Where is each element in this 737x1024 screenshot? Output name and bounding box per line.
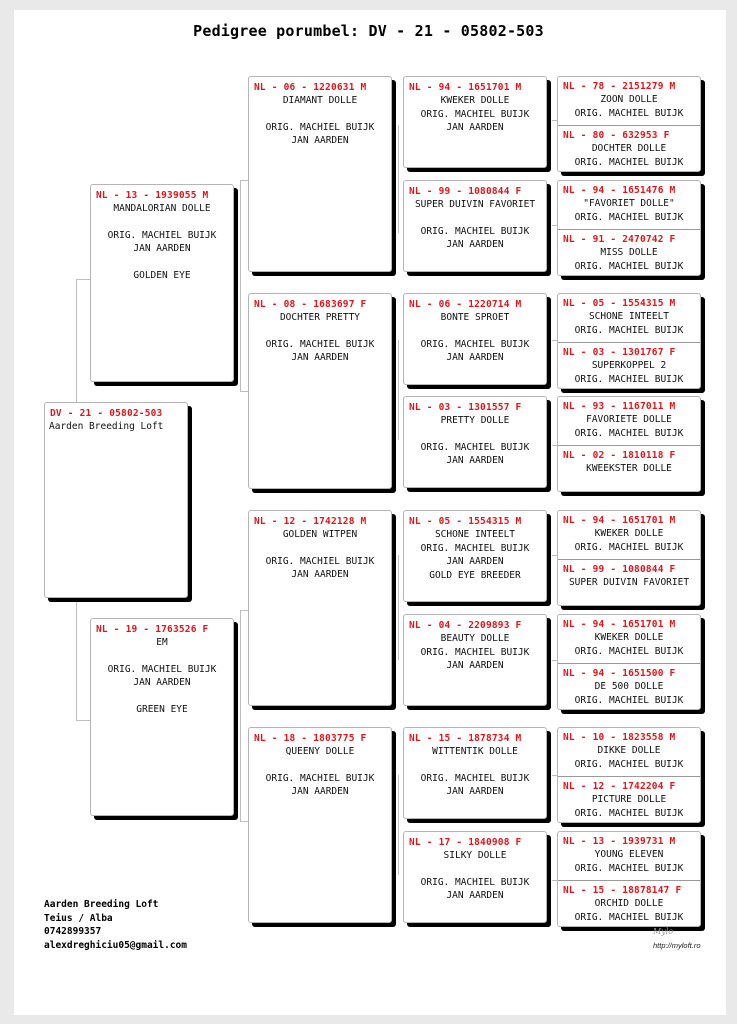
ring-number: NL - 08 - 1683697 F (254, 299, 367, 310)
bird-detail: ORIG. MACHIEL BUIJK (574, 324, 684, 336)
grandparent-card[interactable] (248, 76, 392, 272)
bird-detail: DIKKE DOLLE (597, 745, 661, 756)
ring-number: NL - 04 - 2209893 F (409, 620, 522, 631)
bird-detail: DOCHTER PRETTY (279, 312, 361, 323)
ring-number: NL - 06 - 1220631 M (254, 82, 367, 93)
spacer (249, 759, 391, 772)
breeder-contact (44, 898, 187, 952)
ancestor-cell[interactable] (558, 880, 700, 927)
bird-detail: SUPERKOPPEL 2 (591, 360, 667, 371)
spacer (91, 216, 233, 229)
great-grandparent-card[interactable] (403, 727, 547, 819)
ring-number: NL - 80 - 632953 F (563, 130, 670, 141)
ring-number: NL - 94 - 1651500 F (563, 668, 676, 679)
ring-number: NL - 17 - 1840908 F (409, 837, 522, 848)
bird-detail: SILKY DOLLE (443, 850, 507, 861)
ancestor-cell[interactable] (558, 294, 700, 342)
great-grandparent-card[interactable] (403, 180, 547, 272)
contact-email[interactable]: alexdreghiciu05@gmail.com (44, 939, 187, 951)
bird-detail: WITTENTIK DOLLE (432, 746, 518, 757)
footer-link[interactable]: http://myloft.ro (653, 941, 701, 950)
spacer (404, 325, 546, 338)
spacer (91, 256, 233, 269)
ring-number: NL - 13 - 1939731 M (563, 836, 676, 847)
ancestor-cell[interactable] (558, 559, 700, 606)
ring-number: NL - 94 - 1651701 M (409, 82, 522, 93)
bird-detail: GOLDEN EYE (133, 269, 191, 281)
bird-detail: JAN AARDEN (446, 556, 504, 567)
bird-detail: ZOON DOLLE (600, 94, 658, 105)
ring-number: NL - 15 - 1878734 M (409, 733, 522, 744)
grandparent-card[interactable] (248, 293, 392, 489)
bird-detail: QUEENY DOLLE (285, 746, 355, 757)
bird-detail: KWEKER DOLLE (594, 528, 664, 539)
ring-number: NL - 13 - 1939055 M (96, 190, 209, 201)
great-grandparent-card[interactable] (403, 510, 547, 602)
bird-detail: JAN AARDEN (446, 660, 504, 671)
bird-detail: JAN AARDEN (291, 786, 349, 797)
bird-detail: FAVORIETE DOLLE (586, 414, 672, 425)
bird-detail: ORIG. MACHIEL BUIJK (574, 911, 684, 923)
spacer (91, 650, 233, 663)
ancestor-cell[interactable] (558, 181, 700, 229)
bird-detail: ORIG. MACHIEL BUIJK (574, 758, 684, 770)
bird-detail: PICTURE DOLLE (591, 794, 667, 805)
ring-number: NL - 12 - 1742128 M (254, 516, 367, 527)
bird-detail: ORIG. MACHIEL BUIJK (574, 156, 684, 168)
grandparent-card[interactable] (248, 510, 392, 706)
spacer (249, 542, 391, 555)
ancestor-cell[interactable] (558, 511, 700, 559)
ancestor-pair (557, 180, 701, 276)
bird-detail: JAN AARDEN (446, 786, 504, 797)
bird-detail: ORIG. MACHIEL BUIJK (420, 108, 530, 120)
ancestor-cell[interactable] (558, 728, 700, 776)
bird-detail: SCHONE INTEELT (588, 311, 670, 322)
bird-detail: GREEN EYE (136, 703, 188, 715)
ancestor-cell[interactable] (558, 615, 700, 663)
bird-detail: JAN AARDEN (291, 569, 349, 580)
bird-detail: ORIG. MACHIEL BUIJK (265, 338, 375, 350)
bird-detail: ORIG. MACHIEL BUIJK (420, 338, 530, 350)
ancestor-pair (557, 396, 701, 492)
sire-card[interactable] (90, 184, 234, 382)
bird-detail: "FAVORIET DOLLE" (583, 198, 675, 209)
ring-number: NL - 91 - 2470742 F (563, 234, 676, 245)
bird-detail: ORIG. MACHIEL BUIJK (574, 373, 684, 385)
bird-detail: ORIG. MACHIEL BUIJK (574, 862, 684, 874)
bird-detail: ORIG. MACHIEL BUIJK (574, 694, 684, 706)
bird-detail: ORIG. MACHIEL BUIJK (420, 441, 530, 453)
spacer (249, 325, 391, 338)
ring-number: NL - 03 - 1301767 F (563, 347, 676, 358)
bird-detail: KWEEKSTER DOLLE (586, 463, 672, 474)
bird-detail: ORIG. MACHIEL BUIJK (574, 107, 684, 119)
bird-detail: ORIG. MACHIEL BUIJK (420, 542, 530, 554)
bird-detail: SUPER DUIVIN FAVORIET (568, 577, 690, 588)
bird-detail: ORIG. MACHIEL BUIJK (574, 211, 684, 223)
spacer (404, 212, 546, 225)
bird-detail: BEAUTY DOLLE (440, 633, 510, 644)
spacer (404, 863, 546, 876)
bird-detail: ORIG. MACHIEL BUIJK (574, 645, 684, 657)
bird-detail: EM (156, 637, 168, 648)
ancestor-pair (557, 727, 701, 823)
bird-detail: SCHONE INTEELT (434, 529, 516, 540)
subject-card[interactable] (44, 402, 188, 598)
ring-number: NL - 12 - 1742204 F (563, 781, 676, 792)
bird-detail: ORIG. MACHIEL BUIJK (420, 772, 530, 784)
bird-detail: JAN AARDEN (291, 352, 349, 363)
page-title: Pedigree porumbel: DV - 21 - 05802-503 (193, 22, 544, 40)
bird-detail: GOLD EYE BREEDER (429, 569, 521, 581)
ancestor-cell[interactable] (558, 832, 700, 880)
bird-detail: ORCHID DOLLE (594, 898, 664, 909)
ring-number: NL - 99 - 1080844 F (409, 186, 522, 197)
ancestor-cell[interactable] (558, 229, 700, 276)
grandparent-card[interactable] (248, 727, 392, 923)
ancestor-pair (557, 293, 701, 389)
ring-number: NL - 93 - 1167011 M (563, 401, 676, 412)
bird-detail: Aarden Breeding Loft (49, 421, 164, 432)
ring-number: NL - 78 - 2151279 M (563, 81, 676, 92)
bird-detail: ORIG. MACHIEL BUIJK (420, 646, 530, 658)
bird-detail: JAN AARDEN (446, 239, 504, 250)
ancestor-cell[interactable] (558, 397, 700, 445)
contact-location: Teius / Alba (44, 912, 113, 924)
ancestor-pair (557, 614, 701, 710)
ring-number: NL - 15 - 18878147 F (563, 885, 682, 896)
ring-number: NL - 05 - 1554315 M (409, 516, 522, 527)
bird-detail: ORIG. MACHIEL BUIJK (574, 807, 684, 819)
bird-detail: YOUNG ELEVEN (594, 849, 664, 860)
bird-detail: MISS DOLLE (600, 247, 658, 258)
bird-detail: ORIG. MACHIEL BUIJK (265, 121, 375, 133)
spacer (404, 428, 546, 441)
bird-detail: ORIG. MACHIEL BUIJK (107, 663, 217, 675)
dam-card[interactable] (90, 618, 234, 816)
ring-number: NL - 05 - 1554315 M (563, 298, 676, 309)
bird-detail: SUPER DUIVIN FAVORIET (414, 199, 536, 210)
ancestor-pair (557, 76, 701, 172)
ancestor-cell[interactable] (558, 125, 700, 172)
ancestor-cell[interactable] (558, 445, 700, 492)
bird-detail: JAN AARDEN (133, 677, 191, 688)
contact-loft-name: Aarden Breeding Loft (44, 899, 159, 910)
bird-detail: KWEKER DOLLE (440, 95, 510, 106)
ring-number: NL - 02 - 1810118 F (563, 450, 676, 461)
bird-detail: MANDALORIAN DOLLE (113, 203, 211, 214)
bird-detail: PRETTY DOLLE (440, 415, 510, 426)
great-grandparent-card[interactable] (403, 76, 547, 168)
ring-number: NL - 94 - 1651701 M (563, 515, 676, 526)
bird-detail: ORIG. MACHIEL BUIJK (574, 541, 684, 553)
bird-detail: BONTE SPROET (440, 312, 510, 323)
great-grandparent-card[interactable] (403, 831, 547, 923)
spacer (91, 690, 233, 703)
bird-detail: ORIG. MACHIEL BUIJK (265, 555, 375, 567)
great-grandparent-card[interactable] (403, 396, 547, 488)
bird-detail: JAN AARDEN (446, 352, 504, 363)
ring-number: NL - 94 - 1651476 M (563, 185, 676, 196)
ring-number: NL - 03 - 1301557 F (409, 402, 522, 413)
ring-number: NL - 99 - 1080844 F (563, 564, 676, 575)
bird-detail: KWEKER DOLLE (594, 632, 664, 643)
bird-detail: JAN AARDEN (446, 122, 504, 133)
bird-detail: JAN AARDEN (291, 135, 349, 146)
bird-detail: ORIG. MACHIEL BUIJK (265, 772, 375, 784)
ring-number: NL - 94 - 1651701 M (563, 619, 676, 630)
ring-number: NL - 18 - 1803775 F (254, 733, 367, 744)
ring-number: NL - 19 - 1763526 F (96, 624, 209, 635)
bird-detail: ORIG. MACHIEL BUIJK (420, 225, 530, 237)
bird-detail: DOCHTER DOLLE (591, 143, 667, 154)
bird-detail: GOLDEN WITPEN (282, 529, 358, 540)
great-grandparent-card[interactable] (403, 293, 547, 385)
ring-number: NL - 10 - 1823558 M (563, 732, 676, 743)
bird-detail: DIAMANT DOLLE (282, 95, 358, 106)
signature-mark: Mylo (653, 927, 674, 936)
ancestor-cell[interactable] (558, 77, 700, 125)
bird-detail: ORIG. MACHIEL BUIJK (574, 260, 684, 272)
ancestor-cell[interactable] (558, 776, 700, 823)
ancestor-cell[interactable] (558, 663, 700, 710)
ancestor-pair (557, 831, 701, 927)
bird-detail: JAN AARDEN (446, 455, 504, 466)
ring-number: NL - 06 - 1220714 M (409, 299, 522, 310)
bird-detail: JAN AARDEN (133, 243, 191, 254)
ring-number: DV - 21 - 05802-503 (50, 408, 163, 419)
bird-detail: DE 500 DOLLE (594, 681, 664, 692)
contact-phone: 0742899357 (44, 926, 102, 937)
spacer (249, 108, 391, 121)
ancestor-pair (557, 510, 701, 606)
bird-detail: ORIG. MACHIEL BUIJK (574, 427, 684, 439)
bird-detail: JAN AARDEN (446, 890, 504, 901)
bird-detail: ORIG. MACHIEL BUIJK (420, 876, 530, 888)
spacer (404, 759, 546, 772)
ancestor-cell[interactable] (558, 342, 700, 389)
bird-detail: ORIG. MACHIEL BUIJK (107, 229, 217, 241)
great-grandparent-card[interactable] (403, 614, 547, 706)
